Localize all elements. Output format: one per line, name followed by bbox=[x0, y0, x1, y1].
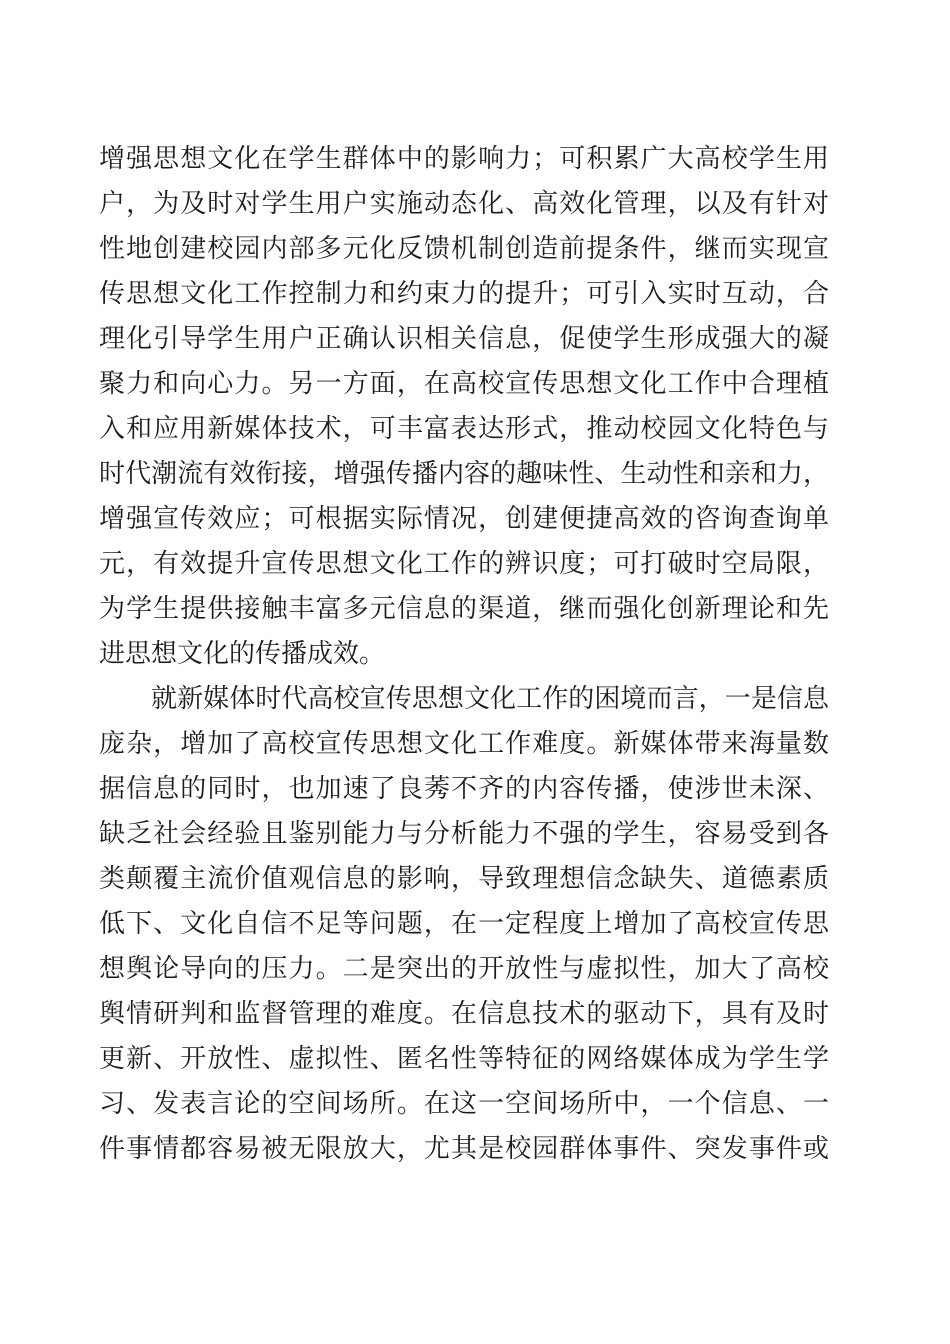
text-line: 元，有效提升宣传思想文化工作的辨识度；可打破时空局限， bbox=[99, 549, 829, 578]
text-line: 传思想文化工作控制力和约束力的提升；可引入实时互动，合 bbox=[99, 279, 829, 308]
text-body bbox=[99, 136, 829, 1171]
text-line: 户，为及时对学生用户实施动态化、高效化管理，以及有针对 bbox=[99, 189, 829, 218]
text-line: 舆情研判和监督管理的难度。在信息技术的驱动下，具有及时 bbox=[99, 999, 829, 1028]
text-line: 进思想文化的传播成效。 bbox=[99, 639, 386, 668]
text-line: 为学生提供接触丰富多元信息的渠道，继而强化创新理论和先 bbox=[99, 594, 829, 623]
text-line: 低下、文化自信不足等问题，在一定程度上增加了高校宣传思 bbox=[99, 909, 829, 938]
paragraph-1 bbox=[99, 136, 829, 676]
text-line: 就新媒体时代高校宣传思想文化工作的困境而言，一是信息 bbox=[151, 684, 829, 713]
paragraph-2 bbox=[99, 676, 829, 1171]
text-line: 性地创建校园内部多元化反馈机制创造前提条件，继而实现宣 bbox=[99, 234, 829, 263]
text-line: 入和应用新媒体技术，可丰富表达形式，推动校园文化特色与 bbox=[99, 414, 829, 443]
text-line: 想舆论导向的压力。二是突出的开放性与虚拟性，加大了高校 bbox=[99, 954, 829, 983]
text-line: 增强宣传效应；可根据实际情况，创建便捷高效的咨询查询单 bbox=[99, 504, 829, 533]
text-line: 理化引导学生用户正确认识相关信息，促使学生形成强大的凝 bbox=[99, 324, 829, 353]
text-line: 件事情都容易被无限放大，尤其是校园群体事件、突发事件或 bbox=[99, 1134, 829, 1163]
text-line: 据信息的同时，也加速了良莠不齐的内容传播，使涉世未深、 bbox=[99, 774, 829, 803]
text-line: 类颠覆主流价值观信息的影响，导致理想信念缺失、道德素质 bbox=[99, 864, 829, 893]
text-line: 习、发表言论的空间场所。在这一空间场所中，一个信息、一 bbox=[99, 1089, 829, 1118]
text-line: 更新、开放性、虚拟性、匿名性等特征的网络媒体成为学生学 bbox=[99, 1044, 829, 1073]
text-line: 庞杂，增加了高校宣传思想文化工作难度。新媒体带来海量数 bbox=[99, 729, 829, 758]
text-line: 增强思想文化在学生群体中的影响力；可积累广大高校学生用 bbox=[99, 144, 829, 173]
text-line: 时代潮流有效衔接，增强传播内容的趣味性、生动性和亲和力， bbox=[99, 459, 829, 488]
text-line: 聚力和向心力。另一方面，在高校宣传思想文化工作中合理植 bbox=[99, 369, 829, 398]
text-line: 缺乏社会经验且鉴别能力与分析能力不强的学生，容易受到各 bbox=[99, 819, 829, 848]
